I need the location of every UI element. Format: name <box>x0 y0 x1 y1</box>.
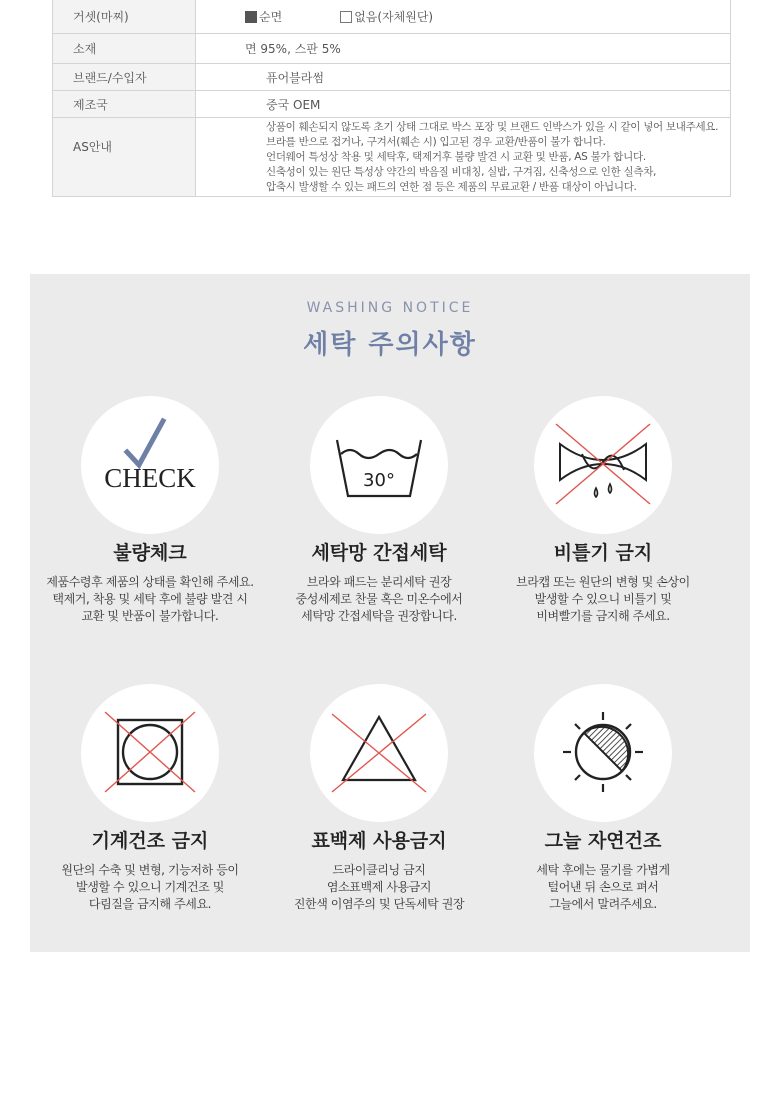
icon-circle <box>534 684 672 822</box>
desc-line: 그늘에서 말려주세요. <box>549 897 657 911</box>
desc-line: 다림질을 금지해 주세요. <box>88 897 212 911</box>
card-title: 세탁망 간접세탁 <box>311 542 447 564</box>
desc-line: 세탁망 간접세탁을 권장합니다. <box>301 609 457 623</box>
wash-tub-icon <box>310 396 448 534</box>
card-description <box>483 862 723 913</box>
icon-circle <box>310 396 448 534</box>
spec-label: 거셋(마찌) <box>53 0 196 33</box>
desc-line: 브라캡 또는 원단의 변형 및 손상이 <box>516 575 690 589</box>
as-line: 언더웨어 특성상 착용 및 세탁후, 택제거후 불량 발견 시 교환 및 반품, AS 불가 합니다. <box>266 150 646 163</box>
spec-value: 면 95%, 스판 5% <box>245 42 341 56</box>
desc-line: 발생할 수 있으니 비틀기 및 <box>534 592 672 606</box>
spec-value: 퓨어블라썸 <box>266 70 324 85</box>
check-icon-label: CHECK <box>104 463 196 493</box>
desc-line: 진한색 이염주의 및 단독세탁 권장 <box>293 897 465 911</box>
card-title: 불량체크 <box>113 542 187 564</box>
icon-circle <box>81 684 219 822</box>
shade-dry-icon <box>534 684 672 822</box>
desc-line: 세탁 후에는 물기를 가볍게 <box>536 863 670 877</box>
icon-circle <box>534 396 672 534</box>
spec-row-origin <box>53 91 730 118</box>
desc-line: 드라이클리닝 금지 <box>332 863 426 877</box>
desc-line: 중성세제로 찬물 혹은 미온수에서 <box>295 592 463 606</box>
unchecked-box-icon <box>340 11 352 23</box>
card-title: 기계건조 금지 <box>91 830 209 852</box>
spec-row-material <box>53 34 730 64</box>
option-label: 없음(자체원단) <box>354 10 434 24</box>
as-line: 상품이 훼손되지 않도록 초기 상태 그대로 박스 포장 및 브랜드 인박스가 있을 시 같이 넣어 보내주세요. <box>266 120 719 133</box>
desc-line: 발생할 수 있으니 기계건조 및 <box>76 880 224 894</box>
desc-line: 원단의 수축 및 변형, 기능저하 등이 <box>61 863 239 877</box>
spec-label: 소재 <box>53 34 196 63</box>
desc-line: 제품수령후 제품의 상태를 확인해 주세요. <box>46 575 254 589</box>
icon-circle <box>310 684 448 822</box>
card-description <box>483 574 723 625</box>
section-heading: 세탁 주의사항 <box>303 330 477 360</box>
spec-label: AS안내 <box>53 118 196 196</box>
checked-box-icon <box>245 11 257 23</box>
spec-row-brand <box>53 64 730 91</box>
card-title: 그늘 자연건조 <box>544 830 662 852</box>
option-label: 순면 <box>259 10 283 24</box>
check-icon <box>81 396 219 534</box>
desc-line: 브라와 패드는 분리세탁 권장 <box>306 575 452 589</box>
icon-circle <box>81 396 219 534</box>
as-line: 브라를 반으로 접거나, 구겨서(훼손 시) 입고된 경우 교환/반품이 불가 합니다. <box>266 135 606 148</box>
desc-line: 비벼빨기를 금지해 주세요. <box>536 609 670 623</box>
card-description <box>30 862 270 913</box>
product-spec-table <box>52 0 731 197</box>
spec-label: 브랜드/수입자 <box>53 64 196 90</box>
no-bleach-icon <box>310 684 448 822</box>
option-none <box>340 8 433 25</box>
spec-value <box>196 118 730 196</box>
washing-notice-panel <box>30 274 750 952</box>
card-title: 표백제 사용금지 <box>311 830 447 852</box>
card-description <box>259 574 499 625</box>
desc-line: 염소표백제 사용금지 <box>326 880 432 894</box>
spec-row-as-info <box>53 118 730 197</box>
as-line: 신축성이 있는 원단 특성상 약간의 박음질 비대칭, 실밥, 구겨짐, 신축성으로 인한 실측차, <box>266 165 657 178</box>
desc-line: 교환 및 반품이 불가합니다. <box>81 609 219 623</box>
option-cotton <box>245 8 282 25</box>
desc-line: 털어낸 뒤 손으로 펴서 <box>547 880 659 894</box>
no-wring-icon <box>534 396 672 534</box>
card-description <box>259 862 499 913</box>
spec-row-gusset <box>53 0 730 34</box>
as-line: 압축시 발생할 수 있는 패드의 연한 점 등은 제품의 무료교환 / 반품 대상이 아닙니다. <box>266 180 637 193</box>
section-eyebrow: WASHING NOTICE <box>306 300 474 316</box>
card-description <box>30 574 270 625</box>
card-title: 비틀기 금지 <box>553 542 653 564</box>
temperature-label: 30° <box>363 470 395 491</box>
spec-label: 제조국 <box>53 91 196 117</box>
spec-value <box>196 0 730 33</box>
desc-line: 택제거, 착용 및 세탁 후에 불량 발견 시 <box>52 592 248 606</box>
no-tumble-dry-icon <box>81 684 219 822</box>
spec-value: 중국 OEM <box>266 97 321 112</box>
